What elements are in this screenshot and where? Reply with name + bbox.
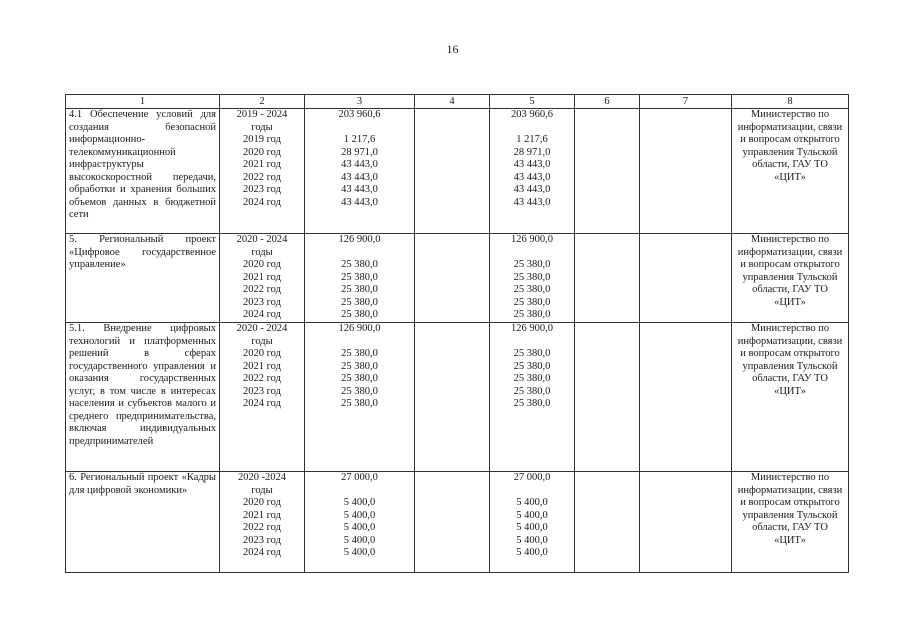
cell-line: 2024 год	[243, 309, 281, 320]
cell-line: 5 400,0	[516, 534, 548, 546]
table-row	[66, 109, 849, 234]
cell-line	[308, 485, 411, 498]
amount-col4-cell	[415, 109, 490, 234]
cell-line: 25 380,0	[341, 284, 378, 295]
amount-col6-cell	[575, 323, 640, 472]
amount-col7-cell	[640, 472, 732, 573]
cell-line: 43 443,0	[341, 171, 378, 183]
cell-line: 126 900,0	[338, 323, 381, 334]
activity-name-cell: 6. Региональный проект «Кадры для цифровой экономики»	[66, 472, 220, 573]
cell-line: 25 380,0	[341, 259, 378, 270]
executor-cell: Министерство по информатизации, связи и вопросам открытого управления Тульской области, ГАУ ТО «ЦИТ»	[732, 323, 849, 472]
cell-line	[308, 122, 411, 135]
cell-line: 5 400,0	[516, 509, 548, 521]
column-header: 4	[415, 95, 490, 109]
cell-line: 5 400,0	[516, 547, 548, 558]
cell-line: 2023 год	[243, 296, 281, 308]
cell-line: 1 217,6	[343, 134, 376, 145]
cell-line: 27 000,0	[513, 472, 551, 483]
cell-line: 5 400,0	[343, 547, 376, 558]
cell-line: 126 900,0	[338, 234, 381, 245]
cell-line	[308, 336, 411, 349]
cell-line: 43 443,0	[513, 159, 551, 170]
cell-line: 2024 год	[243, 547, 281, 558]
cell-line: 25 380,0	[341, 296, 378, 308]
cell-line: 2021 год	[243, 271, 281, 283]
cell-line	[493, 122, 571, 135]
cell-line: 203 960,6	[338, 109, 381, 120]
amount-col5-cell	[490, 234, 575, 323]
amount-total-cell	[305, 323, 415, 472]
cell-line: годы	[251, 246, 273, 258]
cell-line: 2024 год	[243, 398, 281, 409]
amount-col5-cell	[490, 472, 575, 573]
cell-line: 2019 - 2024	[236, 109, 288, 120]
column-header: 1	[66, 95, 220, 109]
cell-line: 2020 год	[243, 259, 281, 270]
executor-cell: Министерство по информатизации, связи и вопросам открытого управления Тульской области, ГАУ ТО «ЦИТ»	[732, 234, 849, 323]
cell-line: 28 971,0	[513, 146, 551, 158]
cell-line: 43 443,0	[513, 171, 551, 183]
cell-line: 1 217,6	[516, 134, 548, 145]
amount-col4-cell	[415, 323, 490, 472]
years-cell	[220, 109, 305, 234]
cell-line: 43 443,0	[513, 196, 551, 208]
cell-line	[308, 247, 411, 260]
amount-total-cell	[305, 472, 415, 573]
cell-line	[493, 485, 571, 498]
activity-name-cell: 5. Региональный проект «Цифровое государственное управление»	[66, 234, 220, 323]
cell-line: 43 443,0	[341, 196, 378, 208]
cell-line: 25 380,0	[341, 385, 378, 397]
cell-line: 25 380,0	[513, 348, 551, 359]
table-row	[66, 234, 849, 323]
cell-line: 25 380,0	[513, 284, 551, 295]
amount-col4-cell	[415, 234, 490, 323]
years-cell	[220, 323, 305, 472]
cell-line: 2021 год	[243, 159, 281, 170]
amount-col6-cell	[575, 234, 640, 323]
amount-total-cell	[305, 234, 415, 323]
cell-line: 25 380,0	[513, 296, 551, 308]
cell-line: годы	[251, 484, 273, 496]
amount-col4-cell	[415, 472, 490, 573]
cell-line: годы	[251, 121, 273, 133]
cell-line: 2020 - 2024	[236, 323, 288, 334]
cell-line: 2020 год	[243, 348, 281, 359]
cell-line: 43 443,0	[513, 184, 551, 195]
header-row	[66, 95, 849, 109]
years-cell	[220, 472, 305, 573]
cell-line: 5 400,0	[343, 509, 376, 521]
cell-line: 2023 год	[243, 184, 281, 195]
amount-col6-cell	[575, 472, 640, 573]
years-cell	[220, 234, 305, 323]
cell-line: 5 400,0	[343, 497, 376, 508]
cell-line: 25 380,0	[513, 271, 551, 283]
cell-line: 2024 год	[243, 196, 281, 208]
amount-col7-cell	[640, 109, 732, 234]
cell-line: 126 900,0	[511, 234, 553, 245]
cell-line: 2020 год	[243, 146, 281, 158]
cell-line: 25 380,0	[341, 271, 378, 283]
cell-line	[493, 247, 571, 260]
column-header: 8	[732, 95, 849, 109]
cell-line: 5 400,0	[343, 534, 376, 546]
executor-cell: Министерство по информатизации, связи и вопросам открытого управления Тульской области, ГАУ ТО «ЦИТ»	[732, 109, 849, 234]
cell-line: 25 380,0	[513, 360, 551, 372]
cell-line: 2022 год	[243, 522, 281, 533]
cell-line: 28 971,0	[341, 146, 378, 158]
cell-line: 25 380,0	[341, 398, 378, 409]
executor-cell: Министерство по информатизации, связи и вопросам открытого управления Тульской области, ГАУ ТО «ЦИТ»	[732, 472, 849, 573]
cell-line: 2020 - 2024	[236, 234, 288, 245]
cell-line: 5 400,0	[516, 522, 548, 533]
column-header: 7	[640, 95, 732, 109]
cell-line: 2022 год	[243, 171, 281, 183]
cell-line: 2020 год	[243, 497, 281, 508]
column-header: 2	[220, 95, 305, 109]
cell-line: 5 400,0	[343, 522, 376, 533]
cell-line: 25 380,0	[341, 360, 378, 372]
cell-line: 2022 год	[243, 284, 281, 295]
program-table	[65, 94, 849, 573]
cell-line: 2020 -2024	[237, 472, 287, 483]
cell-line: 126 900,0	[511, 323, 553, 334]
cell-line: 25 380,0	[513, 373, 551, 384]
cell-line: годы	[251, 335, 273, 347]
column-header: 6	[575, 95, 640, 109]
page-number: 16	[446, 42, 459, 56]
amount-col5-cell	[490, 323, 575, 472]
cell-line: 25 380,0	[513, 259, 551, 270]
cell-line: 25 380,0	[341, 348, 378, 359]
column-header: 3	[305, 95, 415, 109]
cell-line: 25 380,0	[513, 398, 551, 409]
cell-line: 43 443,0	[341, 184, 378, 195]
cell-line: 2019 год	[243, 134, 281, 145]
cell-line: 2021 год	[243, 360, 281, 372]
table-row	[66, 323, 849, 472]
cell-line: 27 000,0	[341, 472, 378, 483]
cell-line: 2023 год	[243, 385, 281, 397]
cell-line	[493, 336, 571, 349]
cell-line: 2022 год	[243, 373, 281, 384]
cell-line: 2021 год	[243, 509, 281, 521]
activity-name-cell: 5.1. Внедрение цифровых технологий и платформенных решений в сферах государственного управления и оказания государственных услуг, в том числе в интересах населения и субъектов малого и среднего предпринимательства, включая индивидуальных предпринимателей	[66, 323, 220, 472]
amount-col7-cell	[640, 234, 732, 323]
cell-line: 25 380,0	[513, 385, 551, 397]
amount-col5-cell	[490, 109, 575, 234]
activity-name-cell: 4.1 Обеспечение условий для создания безопасной информационно-телекоммуникационной инфраструктуры высокоскоростной передачи, обработки и хранения больших объемов данных в бюджетной сети	[66, 109, 220, 234]
cell-line: 25 380,0	[341, 373, 378, 384]
cell-line: 2023 год	[243, 534, 281, 546]
amount-col6-cell	[575, 109, 640, 234]
amount-total-cell	[305, 109, 415, 234]
cell-line: 203 960,6	[511, 109, 553, 120]
cell-line: 25 380,0	[341, 309, 378, 320]
column-header: 5	[490, 95, 575, 109]
table-row	[66, 472, 849, 573]
cell-line: 43 443,0	[341, 159, 378, 170]
cell-line: 25 380,0	[513, 309, 551, 320]
cell-line: 5 400,0	[516, 497, 548, 508]
amount-col7-cell	[640, 323, 732, 472]
